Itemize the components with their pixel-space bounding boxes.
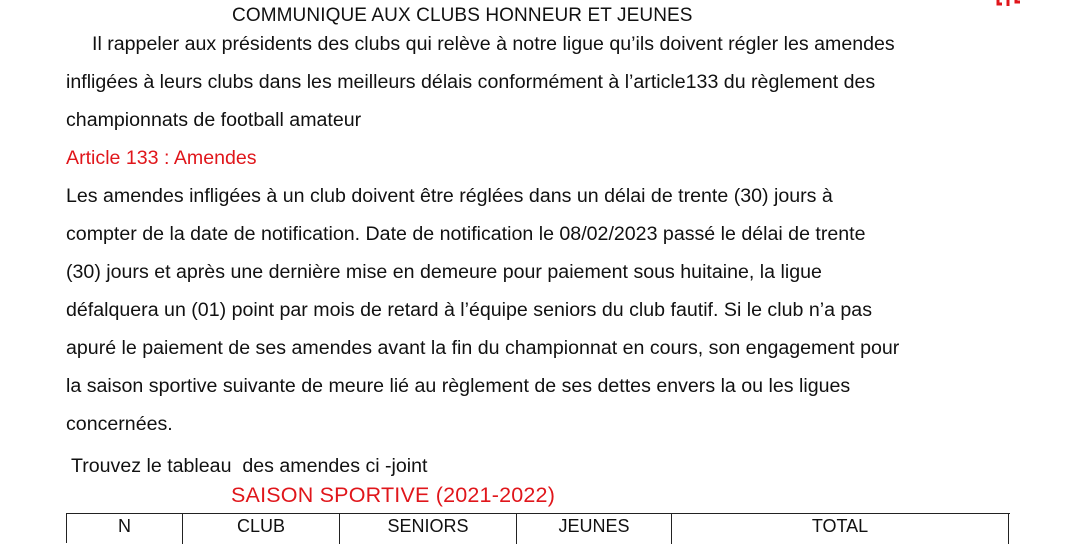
intro-line: Il rappeler aux présidents des clubs qui relève à notre ligue qu’ils doivent régler les amendes	[92, 33, 895, 55]
intro-line: infligées à leurs clubs dans les meilleurs délais conformément à l’article133 du règlement des	[66, 71, 876, 93]
article-line: la saison sportive suivante de meure lié au règlement de ses dettes envers la ou les ligues	[66, 375, 851, 397]
table-header-jeunes: JEUNES	[517, 514, 672, 544]
article-paragraph	[66, 177, 1026, 443]
intro-paragraph	[66, 25, 1026, 139]
table-header-club: CLUB	[183, 514, 340, 544]
article-line: défalquera un (01) point par mois de retard à l’équipe seniors du club fautif. Si le club n’a pas	[66, 299, 873, 321]
article-line: apuré le paiement de ses amendes avant la fin du championnat en cours, son engagement pour	[66, 337, 900, 359]
table-header-seniors: SENIORS	[340, 514, 517, 544]
article-line: compter de la date de notification. Date de notification le 08/02/2023 passé le délai de trente	[66, 223, 866, 245]
amendes-table	[66, 513, 1010, 543]
communique-title: COMMUNIQUE AUX CLUBS HONNEUR ET JEUNES	[232, 5, 693, 26]
article-heading: Article 133 : Amendes	[66, 147, 257, 169]
table-intro-text: Trouvez le tableau des amendes ci -joint	[71, 455, 428, 477]
article-line: Les amendes infligées à un club doivent être réglées dans un délai de trente (30) jours à	[66, 185, 833, 207]
red-stamp-fragment	[994, 0, 1028, 10]
intro-line: championnats de football amateur	[66, 109, 362, 131]
article-line: (30) jours et après une dernière mise en demeure pour paiement sous huitaine, la ligue	[66, 261, 822, 283]
table-header-n: N	[67, 514, 183, 544]
article-line: concernées.	[66, 413, 173, 435]
season-title: SAISON SPORTIVE (2021-2022)	[231, 483, 556, 507]
table-header-total: TOTAL	[672, 514, 1009, 544]
